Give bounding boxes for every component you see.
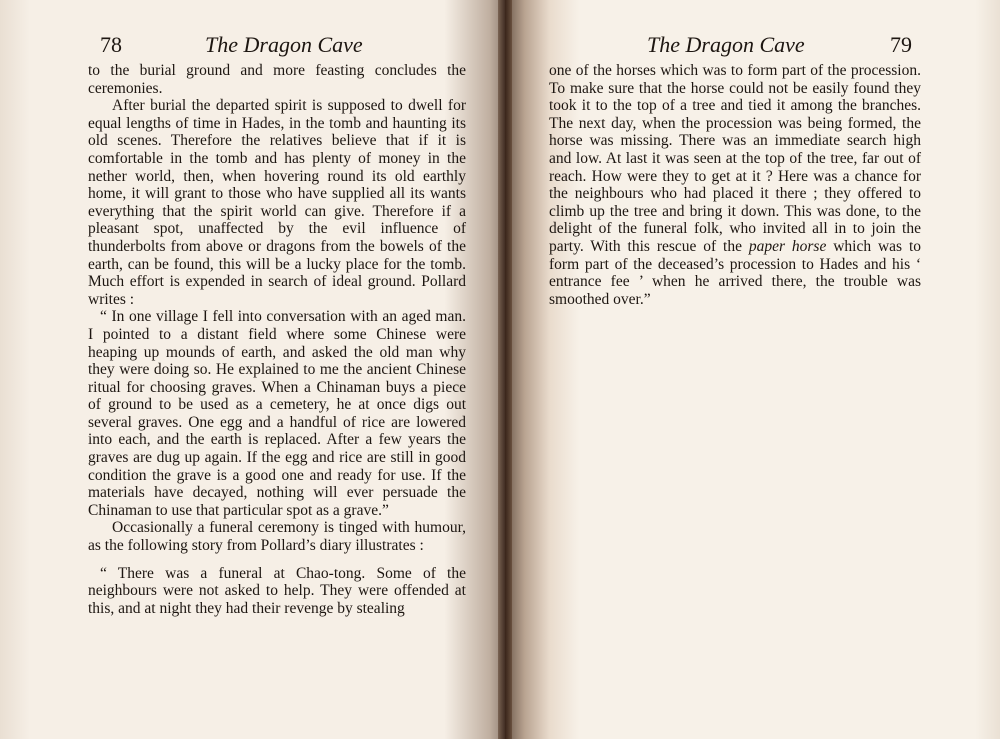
book-gutter-shadow	[498, 0, 512, 739]
block-quote-paragraph: “ There was a funeral at Chao-tong. Some of the neighbours were not asked to help. They were offended at this, and at night they had their revenge by stealing	[88, 564, 466, 617]
running-title: The Dragon Cave	[205, 32, 363, 57]
page-number: 78	[100, 32, 122, 57]
paragraph: to the burial ground and more feasting concludes the ceremonies.	[88, 62, 466, 97]
block-quote-paragraph: “ In one village I fell into conversation with an aged man. I pointed to a distant field where some Chinese were heaping up mounds of earth, and asked the old man why they were doing so. He explained to me the ancient Chinese ritual for choosing graves. When a Chinaman buys a piece of ground to be used as a cemetery, he at once digs out several graves. One egg and a handful of rice are lowered into each, and the earth is replaced. After a few years the graves are dug up again. If the egg and rice are still in good condition the grave is a good one and ready for use. If the materials have decayed, nothing will ever persuade the Chinaman to use that particular spot as a grave.”	[88, 308, 466, 519]
running-title: The Dragon Cave	[647, 32, 805, 57]
paragraph: After burial the departed spirit is supposed to dwell for equal lengths of time in Hades, in the tomb and haunting its old scenes. Therefore the relatives believe that if it is comfortable in the tomb and has plenty of money in the nether world, then, when hovering round its old earthly home, it will grant to those who have supplied all its wants everything that the spirit world can give. Therefore if a pleasant spot, unaffected by the evil influence of thunderbolts from above or dragons from the bowels of the earth, can be found, this will be a lucky place for the tomb. Much effort is expended in search of ideal ground. Pollard writes :	[88, 97, 466, 308]
paragraph: Occasionally a funeral ceremony is tinged with humour, as the following story from Pollard’s diary illustrates :	[88, 519, 466, 555]
italic-phrase: paper horse	[748, 237, 827, 255]
paragraph-text: one of the horses which was to form part of the procession. To make sure that the horse could not be easily found they took it to the top of a tree and tied it among the branches. The next day, when the procession was being formed, the horse was missing. There was an immediate search high and low. At last it was seen at the top of the tree, far out of reach. How were they to get at it ? Here was a chance for the neighbours who had placed it there ; they offered to climb up the tree and bring it down. This was done, to the delight of the funeral folk, who invited all in to join the party. With this rescue of the	[549, 62, 921, 255]
right-page	[505, 0, 1000, 739]
paragraph	[549, 62, 921, 308]
paragraph-text: which was to form part of the deceased’s procession to Hades and his ‘ entrance fee ’ when he arrived there, the trouble was smoothed over.”	[549, 237, 921, 308]
page-number: 79	[890, 32, 912, 57]
body-text	[88, 62, 466, 617]
body-text	[549, 62, 921, 308]
